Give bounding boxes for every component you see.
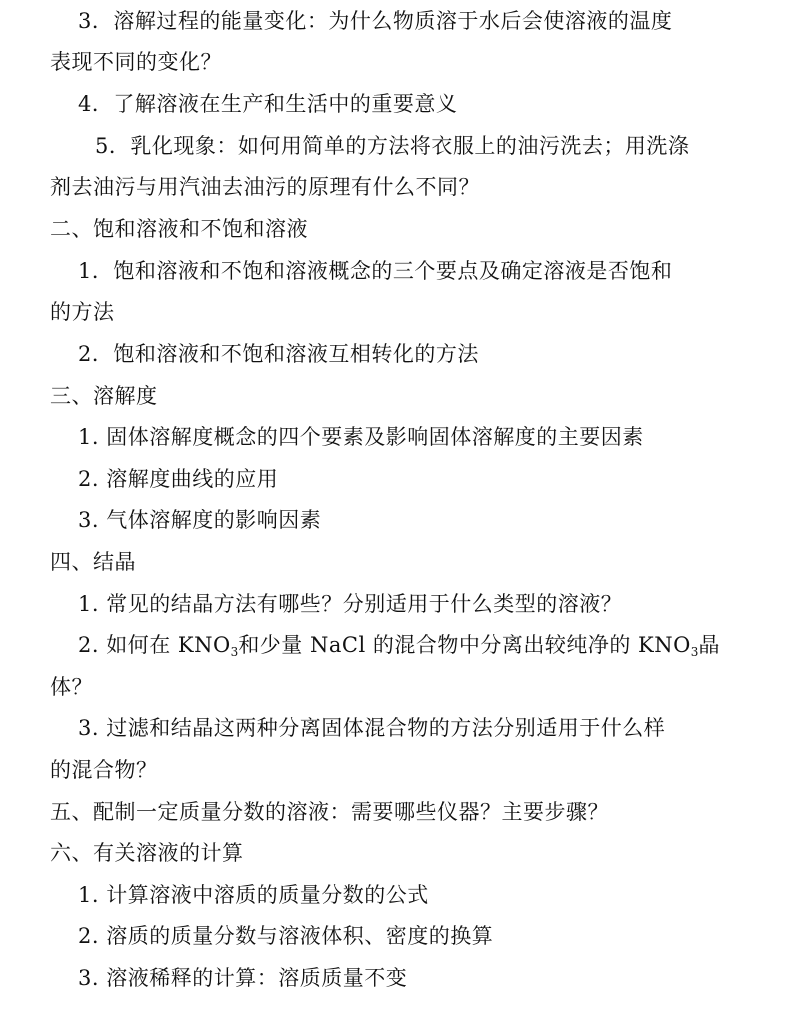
section1-item5-line2: 剂去油污与用汽油去油污的原理有什么不同？ [50,175,480,199]
section3-heading: 三、溶解度 [50,384,158,408]
section4-item2-text-b: 和少量 NaCl 的混合物中分离出较纯净的 KNO [238,633,691,657]
section3-item3: 3. 气体溶解度的影响因素 [78,508,322,532]
section2-item1-line1: 1．饱和溶液和不饱和溶液概念的三个要点及确定溶液是否饱和 [78,259,673,283]
section3-item1: 1. 固体溶解度概念的四个要素及影响固体溶解度的主要因素 [78,425,644,449]
section3-item2: 2. 溶解度曲线的应用 [78,467,279,491]
section6-heading: 六、有关溶液的计算 [50,841,244,865]
section1-item3-line1: 3．溶解过程的能量变化：为什么物质溶于水后会使溶液的温度 [78,9,673,33]
section1-item4: 4．了解溶液在生产和生活中的重要意义 [78,92,458,116]
section6-item2: 2. 溶质的质量分数与溶液体积、密度的换算 [78,924,494,948]
subscript: 3 [690,645,699,659]
section2-item1-line2: 的方法 [50,300,115,324]
section5-heading: 五、配制一定质量分数的溶液：需要哪些仪器？主要步骤？ [50,800,609,824]
subscript: 3 [230,645,239,659]
section4-item2-text-c: 晶 [698,633,720,657]
section1-item5-line1: 5．乳化现象：如何用简单的方法将衣服上的油污洗去；用洗涤 [95,134,690,158]
section4-item2-line2: 体？ [50,675,93,699]
section1-item3-line2: 表现不同的变化？ [50,50,222,74]
section6-item3: 3. 溶液稀释的计算：溶质质量不变 [78,966,408,990]
section4-item1: 1. 常见的结晶方法有哪些？分别适用于什么类型的溶液？ [78,592,623,616]
section4-item3-line1: 3. 过滤和结晶这两种分离固体混合物的方法分别适用于什么样 [78,716,666,740]
section4-item3-line2: 的混合物？ [50,758,158,782]
section6-item1: 1. 计算溶液中溶质的质量分数的公式 [78,883,429,907]
section2-heading: 二、饱和溶液和不饱和溶液 [50,217,308,241]
section4-item2-line1 [78,633,720,664]
section2-item2: 2．饱和溶液和不饱和溶液互相转化的方法 [78,342,479,366]
section4-heading: 四、结晶 [50,550,136,574]
section4-item2-text-a: 2. 如何在 KNO [78,633,231,657]
